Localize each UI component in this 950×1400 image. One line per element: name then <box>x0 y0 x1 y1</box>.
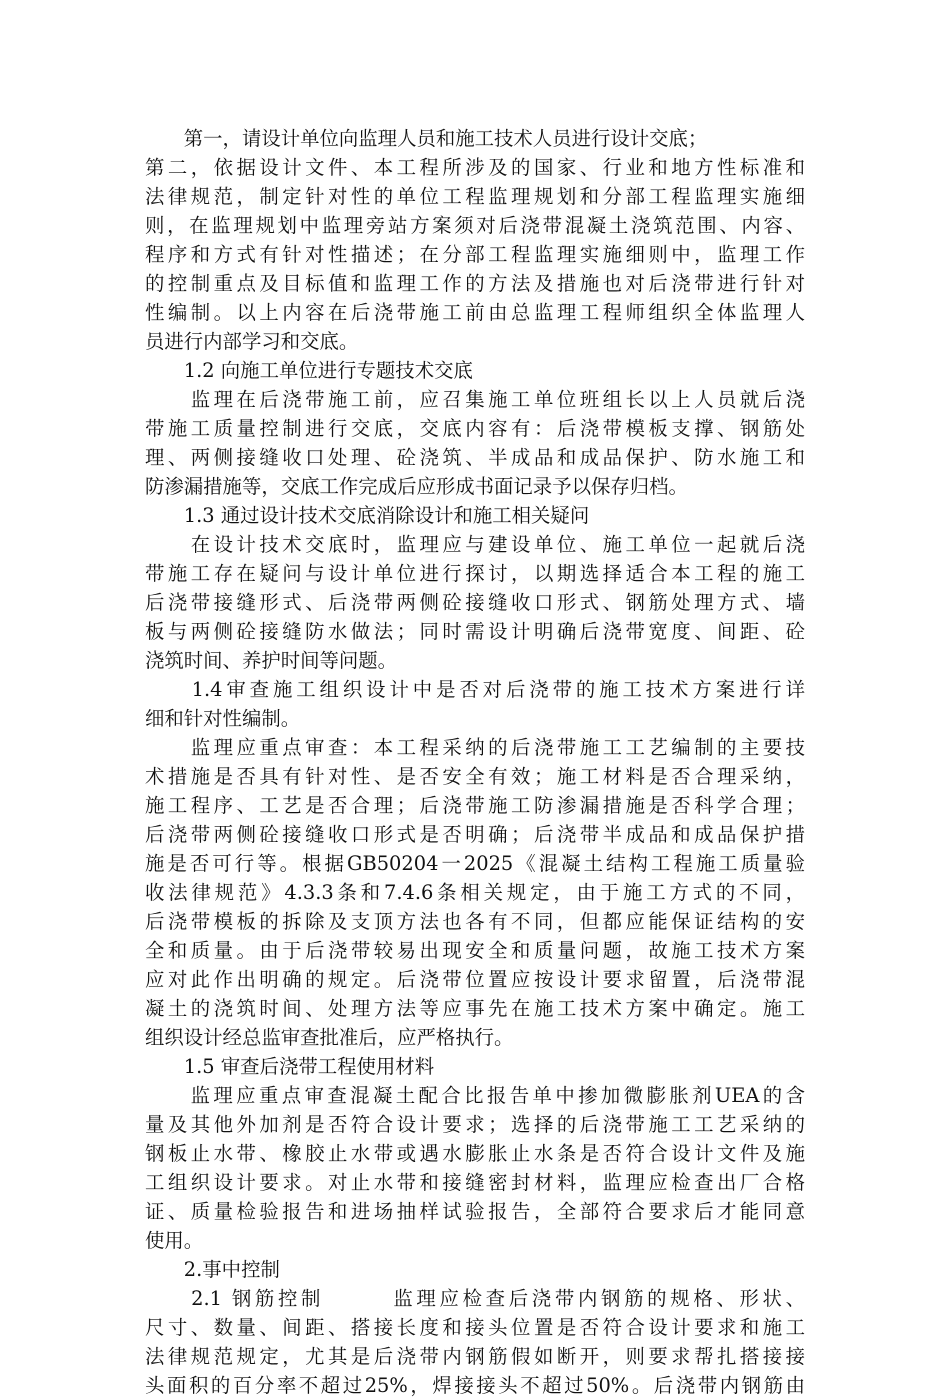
text-line: 凝土的浇筑时间、处理方法等应事先在施工技术方案中确定。施工 <box>145 997 805 1020</box>
text-line: 组织设计经总监审查批准后，应严格执行。 <box>145 1026 514 1049</box>
text-line: 1.5 审查后浇带工程使用材料 <box>145 1055 435 1078</box>
text-line: 证、质量检验报告和进场抽样试验报告，全部符合要求后才能同意 <box>145 1200 805 1223</box>
text-line: 理、两侧接缝收口处理、砼浇筑、半成品和成品保护、防水施工和 <box>145 446 805 469</box>
text-line: 监理在后浇带施工前，应召集施工单位班组长以上人员就后浇 <box>145 388 805 411</box>
text-line: 员进行内部学习和交底。 <box>145 330 359 353</box>
text-line: 浇筑时间、养护时间等问题。 <box>145 649 398 672</box>
text-line: 监理应重点审查混凝土配合比报告单中掺加微膨胀剂UEA的含 <box>145 1084 805 1107</box>
text-line: 后浇带两侧砼接缝收口形式是否明确；后浇带半成品和成品保护措 <box>145 823 805 846</box>
text-line: 使用。 <box>145 1229 204 1252</box>
text-line: 防渗漏措施等，交底工作完成后应形成书面记录予以保存归档。 <box>145 475 688 498</box>
text-line: 量及其他外加剂是否符合设计要求；选择的后浇带施工工艺采纳的 <box>145 1113 805 1136</box>
text-line: 监理应重点审查：本工程采纳的后浇带施工工艺编制的主要技 <box>145 736 805 759</box>
text-line: 全和质量。由于后浇带较易出现安全和质量问题，故施工技术方案 <box>145 939 805 962</box>
text-line: 法律规范规定，尤其是后浇带内钢筋假如断开，则要求帮扎搭接接 <box>145 1345 805 1368</box>
text-line: 钢板止水带、橡胶止水带或遇水膨胀止水条是否符合设计文件及施 <box>145 1142 805 1165</box>
text-line: 法律规范，制定针对性的单位工程监理规划和分部工程监理实施细 <box>145 185 805 208</box>
text-line: 后浇带接缝形式、后浇带两侧砼接缝收口形式、钢筋处理方式、墙 <box>145 591 805 614</box>
document-body <box>145 124 805 1400</box>
text-line: 2.1 钢筋控制 监理应检查后浇带内钢筋的规格、形状、 <box>145 1287 805 1310</box>
text-line: 板与两侧砼接缝防水做法；同时需设计明确后浇带宽度、间距、砼 <box>145 620 805 643</box>
text-line: 术措施是否具有针对性、是否安全有效；施工材料是否合理采纳， <box>145 765 805 788</box>
text-line: 带施工存在疑问与设计单位进行探讨，以期选择适合本工程的施工 <box>145 562 805 585</box>
text-line: 头面积的百分率不超过25%，焊接接头不超过50%。后浇带内钢筋由 <box>145 1374 805 1397</box>
text-line: 收法律规范》4.3.3条和7.4.6条相关规定，由于施工方式的不同， <box>145 881 805 904</box>
text-line: 则，在监理规划中监理旁站方案须对后浇带混凝土浇筑范围、内容、 <box>145 214 805 237</box>
text-line: 尺寸、数量、间距、搭接长度和接头位置是否符合设计要求和施工 <box>145 1316 805 1339</box>
text-line: 施工程序、工艺是否合理；后浇带施工防渗漏措施是否科学合理； <box>145 794 805 817</box>
text-line: 程序和方式有针对性描述；在分部工程监理实施细则中，监理工作 <box>145 243 805 266</box>
text-line: 工组织设计要求。对止水带和接缝密封材料，监理应检查出厂合格 <box>145 1171 805 1194</box>
text-line: 在设计技术交底时，监理应与建设单位、施工单位一起就后浇 <box>145 533 805 556</box>
text-line: 2.事中控制 <box>145 1258 280 1281</box>
text-line: 的控制重点及目标值和监理工作的方法及措施也对后浇带进行针对 <box>145 272 805 295</box>
text-line: 施是否可行等。根据GB50204一2025《混凝土结构工程施工质量验 <box>145 852 805 875</box>
text-line: 后浇带模板的拆除及支顶方法也各有不同，但都应能保证结构的安 <box>145 910 805 933</box>
text-line: 第一，请设计单位向监理人员和施工技术人员进行设计交底； <box>145 127 708 150</box>
text-line: 1.3 通过设计技术交底消除设计和施工相关疑问 <box>145 504 590 527</box>
text-line: 1.4审查施工组织设计中是否对后浇带的施工技术方案进行详 <box>145 678 805 701</box>
text-line: 应对此作出明确的规定。后浇带位置应按设计要求留置，后浇带混 <box>145 968 805 991</box>
text-line: 1.2 向施工单位进行专题技术交底 <box>145 359 473 382</box>
text-line: 性编制。以上内容在后浇带施工前由总监理工程师组织全体监理人 <box>145 301 805 324</box>
text-line: 带施工质量控制进行交底，交底内容有：后浇带模板支撑、钢筋处 <box>145 417 805 440</box>
text-line: 第二，依据设计文件、本工程所涉及的国家、行业和地方性标准和 <box>145 156 805 179</box>
text-line: 细和针对性编制。 <box>145 707 301 730</box>
